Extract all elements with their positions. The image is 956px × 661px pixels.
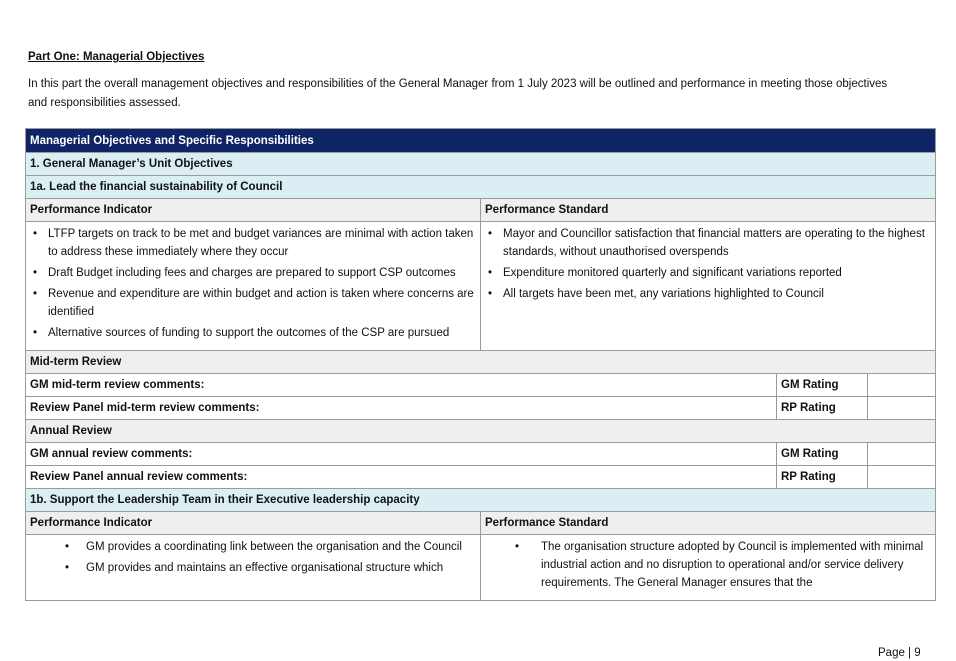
unit-objectives-row — [26, 153, 936, 176]
standard-header: Performance Standard — [481, 512, 936, 535]
indicator-header: Performance Indicator — [26, 199, 481, 222]
objectives-table — [25, 128, 936, 601]
gm-midterm-comments[interactable]: GM mid-term review comments: — [26, 374, 777, 397]
gm-midterm-row — [26, 374, 936, 397]
section-1a-title: 1a. Lead the financial sustainability of Council — [26, 176, 936, 199]
list-item: • Revenue and expenditure are within budget and action is taken where concerns are identified — [30, 285, 476, 321]
rp-rating-value[interactable] — [868, 397, 936, 420]
gm-rating-label: GM Rating — [777, 443, 868, 466]
section-1a-row — [26, 176, 936, 199]
section-1b-standards — [481, 535, 936, 601]
list-item: • Draft Budget including fees and charges are prepared to support CSP outcomes — [30, 264, 476, 282]
annual-review-row — [26, 420, 936, 443]
rp-rating-label: RP Rating — [777, 466, 868, 489]
section-1b-row — [26, 489, 936, 512]
part-heading: Part One: Managerial Objectives — [28, 51, 205, 63]
unit-objectives-label: 1. General Manager’s Unit Objectives — [26, 153, 936, 176]
midterm-review-row — [26, 351, 936, 374]
rp-annual-comments[interactable]: Review Panel annual review comments: — [26, 466, 777, 489]
table-title-row — [26, 129, 936, 153]
section-1a-indicators — [26, 222, 481, 351]
rp-annual-row — [26, 466, 936, 489]
gm-rating-value[interactable] — [868, 374, 936, 397]
indicator-header: Performance Indicator — [26, 512, 481, 535]
list-item: • GM provides and maintains an effective organisational structure which — [30, 559, 476, 577]
gm-rating-value[interactable] — [868, 443, 936, 466]
intro-paragraph: In this part the overall management objectives and responsibilities of the General Manager from 1 July 2023 will be outlined and performance in meeting those objectives and responsibilities assessed. — [28, 78, 888, 109]
rp-midterm-row — [26, 397, 936, 420]
list-item: • All targets have been met, any variations highlighted to Council — [485, 285, 931, 303]
section-1b-header-row — [26, 512, 936, 535]
section-1a-standards — [481, 222, 936, 351]
list-item: • GM provides a coordinating link between the organisation and the Council — [30, 538, 476, 556]
rp-rating-label: RP Rating — [777, 397, 868, 420]
section-1a-content-row — [26, 222, 936, 351]
gm-rating-label: GM Rating — [777, 374, 868, 397]
section-1b-indicators — [26, 535, 481, 601]
rp-midterm-comments[interactable]: Review Panel mid-term review comments: — [26, 397, 777, 420]
annual-review-title: Annual Review — [26, 420, 936, 443]
gm-annual-row — [26, 443, 936, 466]
standard-header: Performance Standard — [481, 199, 936, 222]
section-1b-content-row — [26, 535, 936, 601]
midterm-review-title: Mid-term Review — [26, 351, 936, 374]
list-item: • The organisation structure adopted by Council is implemented with minimal industrial action and no disruption to operational and/or service delivery requirements. The General Manager ensures that the — [485, 538, 931, 592]
section-1a-header-row — [26, 199, 936, 222]
section-1b-title: 1b. Support the Leadership Team in their Executive leadership capacity — [26, 489, 936, 512]
table-title: Managerial Objectives and Specific Responsibilities — [26, 129, 936, 153]
list-item: • Mayor and Councillor satisfaction that financial matters are operating to the highest standards, without unauthorised overspends — [485, 225, 931, 261]
list-item: • LTFP targets on track to be met and budget variances are minimal with action taken to address these immediately where they occur — [30, 225, 476, 261]
page-number: Page | 9 — [878, 647, 921, 659]
list-item: • Alternative sources of funding to support the outcomes of the CSP are pursued — [30, 324, 476, 342]
gm-annual-comments[interactable]: GM annual review comments: — [26, 443, 777, 466]
list-item: • Expenditure monitored quarterly and significant variations reported — [485, 264, 931, 282]
rp-rating-value[interactable] — [868, 466, 936, 489]
